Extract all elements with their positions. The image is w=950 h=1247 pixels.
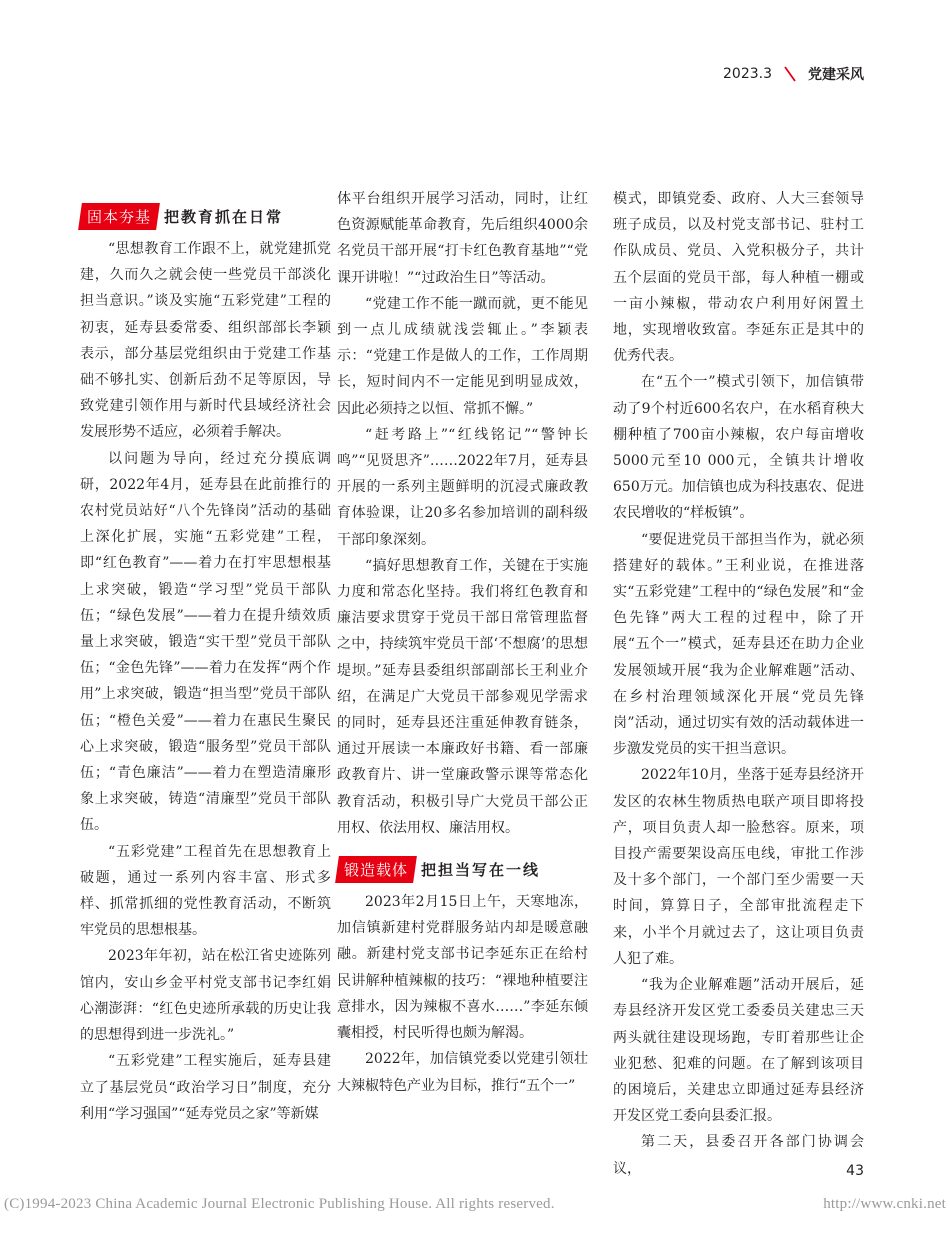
column-name: 党建采风 xyxy=(808,67,864,83)
section-heading-2 xyxy=(337,855,588,883)
page-number: 43 xyxy=(846,1163,864,1179)
section-tag: 固本夯基 xyxy=(78,203,160,230)
paragraph: “五彩党建”工程实施后，延寿县建立了基层党员“政治学习日”制度，充分利用“学习强国”“延寿党员之家”等新媒 xyxy=(80,1053,331,1122)
paragraph: 以问题为导向，经过充分摸底调研，2022年4月，延寿县在此前推行的农村党员站好“八个先锋岗”活动的基础上深化扩展，实施“五彩党建”工程，即“红色教育”——着力在打牢思想根基上求突破，锻造“学习型”党员干部队伍；“绿色发展”——着力在提升绩效质量上求突破，锻造“实干型”党员干部队伍；“金色先锋”——着力在发挥“两个作用”上求突破，锻造“担当型”党员干部队伍；“橙色关爱”——着力在惠民生聚民心上求突破，锻造“服务型”党员干部队伍；“青色廉洁”——着力在塑造清廉形象上求突破，铸造“清廉型”党员干部队伍。 xyxy=(80,450,331,834)
paragraph: “要促进党员干部担当作为，就必须搭建好的载体。”王利业说，在推进落实“五彩党建”工程中的“绿色发展”和“金色先锋”两大工程的过程中，除了开展“五个一”模式，延寿县还在助力企业发展领域开展“我为企业解难题”活动、在乡村治理领域深化开展“党员先锋岗”活动，通过切实有效的活动载体进一步激发党员的实干担当意识。 xyxy=(613,531,864,758)
section-title: 把教育抓在日常 xyxy=(164,207,284,226)
text-column-2 xyxy=(337,186,588,1099)
text-column-1 xyxy=(80,186,331,1127)
paragraph: “思想教育工作跟不上，就党建抓党建，久而久之就会使一些党员干部淡化担当意识。”谈及实施“五彩党建”工程的初衷，延寿县委常委、组织部部长李颖表示，部分基层党组织由于党建工作基础不够扎实、创新后劲不足等原因，导致党建引领作用与新时代县域经济社会发展形势不适应，必须着手解决。 xyxy=(80,241,331,441)
section-heading-1 xyxy=(80,202,331,230)
paragraph: “党建工作不能一蹴而就，更不能见到一点儿成绩就浅尝辄止。”李颖表示：“党建工作是做人的工作，工作周期长，短时间内不一定能见到明显成效，因此必须持之以恒、常抓不懈。” xyxy=(337,295,588,417)
paragraph: 第二天，县委召开各部门协调会议， xyxy=(613,1134,864,1177)
paragraph: “搞好思想教育工作，关键在于实施力度和常态化坚持。我们将红色教育和廉洁要求贯穿于党员干部日常管理监督之中，持续筑牢党员干部‘不想腐’的思想堤坝。”延寿县委组织部副部长王利业介绍，在满足广大党员干部参观见学需求的同时，延寿县还注重延伸教育链条，通过开展读一本廉政好书籍、看一部廉政教育片、讲一堂廉政警示课等常态化教育活动，积极引导广大党员干部公正用权、依法用权、廉洁用权。 xyxy=(337,557,588,836)
paragraph: “五彩党建”工程首先在思想教育上破题，通过一系列内容丰富、形式多样、抓常抓细的党性教育活动，不断筑牢党员的思想根基。 xyxy=(80,843,331,939)
paragraph: 2023年2月15日上午，天寒地冻，加信镇新建村党群服务站内却是暖意融融。新建村党支部书记李延东正在给村民讲解种植辣椒的技巧：“裸地种植要注意排水，因为辣椒不喜水……”李延东倾囊相授，村民听得也颇为解渴。 xyxy=(337,894,588,1042)
paragraph: 体平台组织开展学习活动，同时，让红色资源赋能革命教育，先后组织4000余名党员干部开展“打卡红色教育基地”“党课开讲啦！”“过政治生日”等活动。 xyxy=(337,191,588,286)
paragraph: 模式，即镇党委、政府、人大三套领导班子成员，以及村党支部书记、驻村工作队成员、党员、入党积极分子，共计五个层面的党员干部，每人种植一棚或一亩小辣椒，带动农户利用好闲置土地，实现增收致富。李延东正是其中的优秀代表。 xyxy=(613,191,864,365)
paragraph: “赶考路上”“红线铭记”“警钟长鸣”“见贤思齐”……2022年7月，延寿县开展的一系列主题鲜明的沉浸式廉政教育体验课，让20多名参加培训的副科级干部印象深刻。 xyxy=(337,426,588,548)
paragraph: 2022年10月，坐落于延寿县经济开发区的农林生物质热电联产项目即将投产，项目负责人却一脸愁容。原来，项目投产需要架设高压电线，审批工作涉及十多个部门，一个部门至少需要一天时间，算算日子，全部审批流程走下来，小半个月就过去了，这让项目负责人犯了难。 xyxy=(613,767,864,967)
paragraph: 2023年年初，站在松江省史迹陈列馆内，安山乡金平村党支部书记李红娟心潮澎湃：“红色史迹所承载的历史让我的思想得到进一步洗礼。” xyxy=(80,948,331,1044)
section-tag: 锻造载体 xyxy=(335,856,417,883)
paragraph: “我为企业解难题”活动开展后，延寿县经济开发区党工委委员关建忠三天两头就往建设现场跑，专盯着那些让企业犯愁、犯难的问题。在了解到该项目的困境后，关建忠立即通过延寿县经济开发区党工委向县委汇报。 xyxy=(613,977,864,1125)
divider-slash-icon xyxy=(782,64,798,84)
issue-number: 2023.3 xyxy=(723,66,772,82)
text-column-3 xyxy=(613,186,864,1182)
site-url: http://www.cnki.net xyxy=(823,1196,946,1212)
paragraph: 在“五个一”模式引领下，加信镇带动了9个村近600名农户，在水稻育秧大棚种植了700亩小辣椒，农户每亩增收5000元至10 000元，全镇共计增收650万元。加信镇也成为科技惠农、促进农民增收的“样板镇”。 xyxy=(613,374,864,522)
copyright-text: (C)1994-2023 China Academic Journal Electronic Publishing House. All rights reserved. xyxy=(4,1196,555,1212)
paragraph: 2022年，加信镇党委以党建引领壮大辣椒特色产业为目标，推行“五个一” xyxy=(337,1051,588,1094)
section-title: 把担当写在一线 xyxy=(421,860,541,879)
page-header xyxy=(723,62,864,86)
